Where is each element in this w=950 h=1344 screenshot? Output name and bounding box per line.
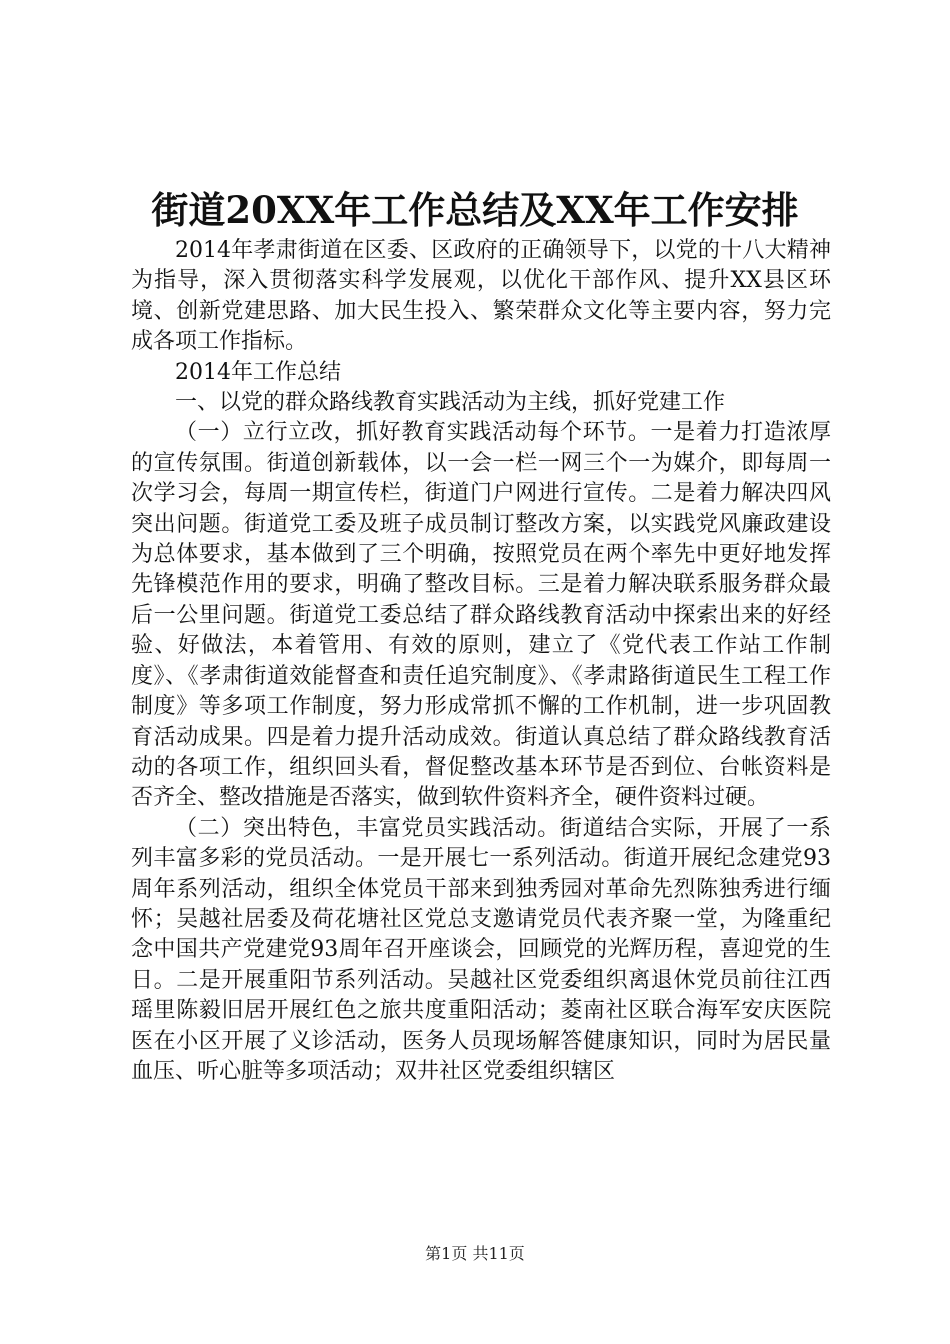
subsection-paragraph-1: （一）立行立改，抓好教育实践活动每个环节。一是着力打造浓厚的宣传氛围。街道创新载体，以一会一栏一网三个一为媒介，即每周一次学习会，每周一期宣传栏，街道门户网进行宣传。二是着力解决四风突出问题。街道党工委及班子成员制订整改方案，以实践党风廉政建设为总体要求，基本做到了三个明确，按照党员在两个率先中更好地发挥先锋模范作用的要求，明确了整改目标。三是着力解决联系服务群众最后一公里问题。街道党工委总结了群众路线教育活动中探索出来的好经验、好做法，本着管用、有效的原则，建立了《党代表工作站工作制度》、《孝肃街道效能督查和责任追究制度》、《孝肃路街道民生工程工作制度》等多项工作制度，努力形成常抓不懈的工作机制，进一步巩固教育活动成果。四是着力提升活动成效。街道认真总结了群众路线教育活动的各项工作，组织回头看，督促整改基本环节是否到位、台帐资料是否齐全、整改措施是否落实，做到软件资料齐全，硬件资料过硬。 — [131, 420, 831, 811]
page-footer: 第1页 共11页 — [425, 1244, 525, 1263]
section-heading-party-building: 一、以党的群众路线教育实践活动为主线，抓好党建工作 — [175, 390, 726, 416]
subsection-paragraph-2: （二）突出特色，丰富党员实践活动。街道结合实际，开展了一系列丰富多彩的党员活动。一是开展七一系列活动。街道开展纪念建党93周年系列活动，组织全体党员干部来到独秀园对革命先烈陈独秀进行缅怀；吴越社居委及荷花塘社区党总支邀请党员代表齐聚一堂，为隆重纪念中国共产党建党93周年召开座谈会，回顾党的光辉历程，喜迎党的生日。二是开展重阳节系列活动。吴越社区党委组织离退休党员前往江西瑶里陈毅旧居开展红色之旅共度重阳活动；菱南社区联合海军安庆医院医在小区开展了义诊活动，医务人员现场解答健康知识，同时为居民量血压、听心脏等多项活动；双井社区党委组织辖区 — [131, 815, 831, 1084]
document-title: 街道20XX年工作总结及XX年工作安排 — [151, 188, 799, 232]
document-body — [131, 236, 831, 1087]
section-heading-summary: 2014年工作总结 — [175, 359, 341, 385]
intro-paragraph: 2014年孝肃街道在区委、区政府的正确领导下，以党的十八大精神为指导，深入贯彻落实科学发展观，以优化干部作风、提升XX县区环境、创新党建思路、加大民生投入、繁荣群众文化等主要内容，努力完成各项工作指标。 — [131, 238, 831, 355]
